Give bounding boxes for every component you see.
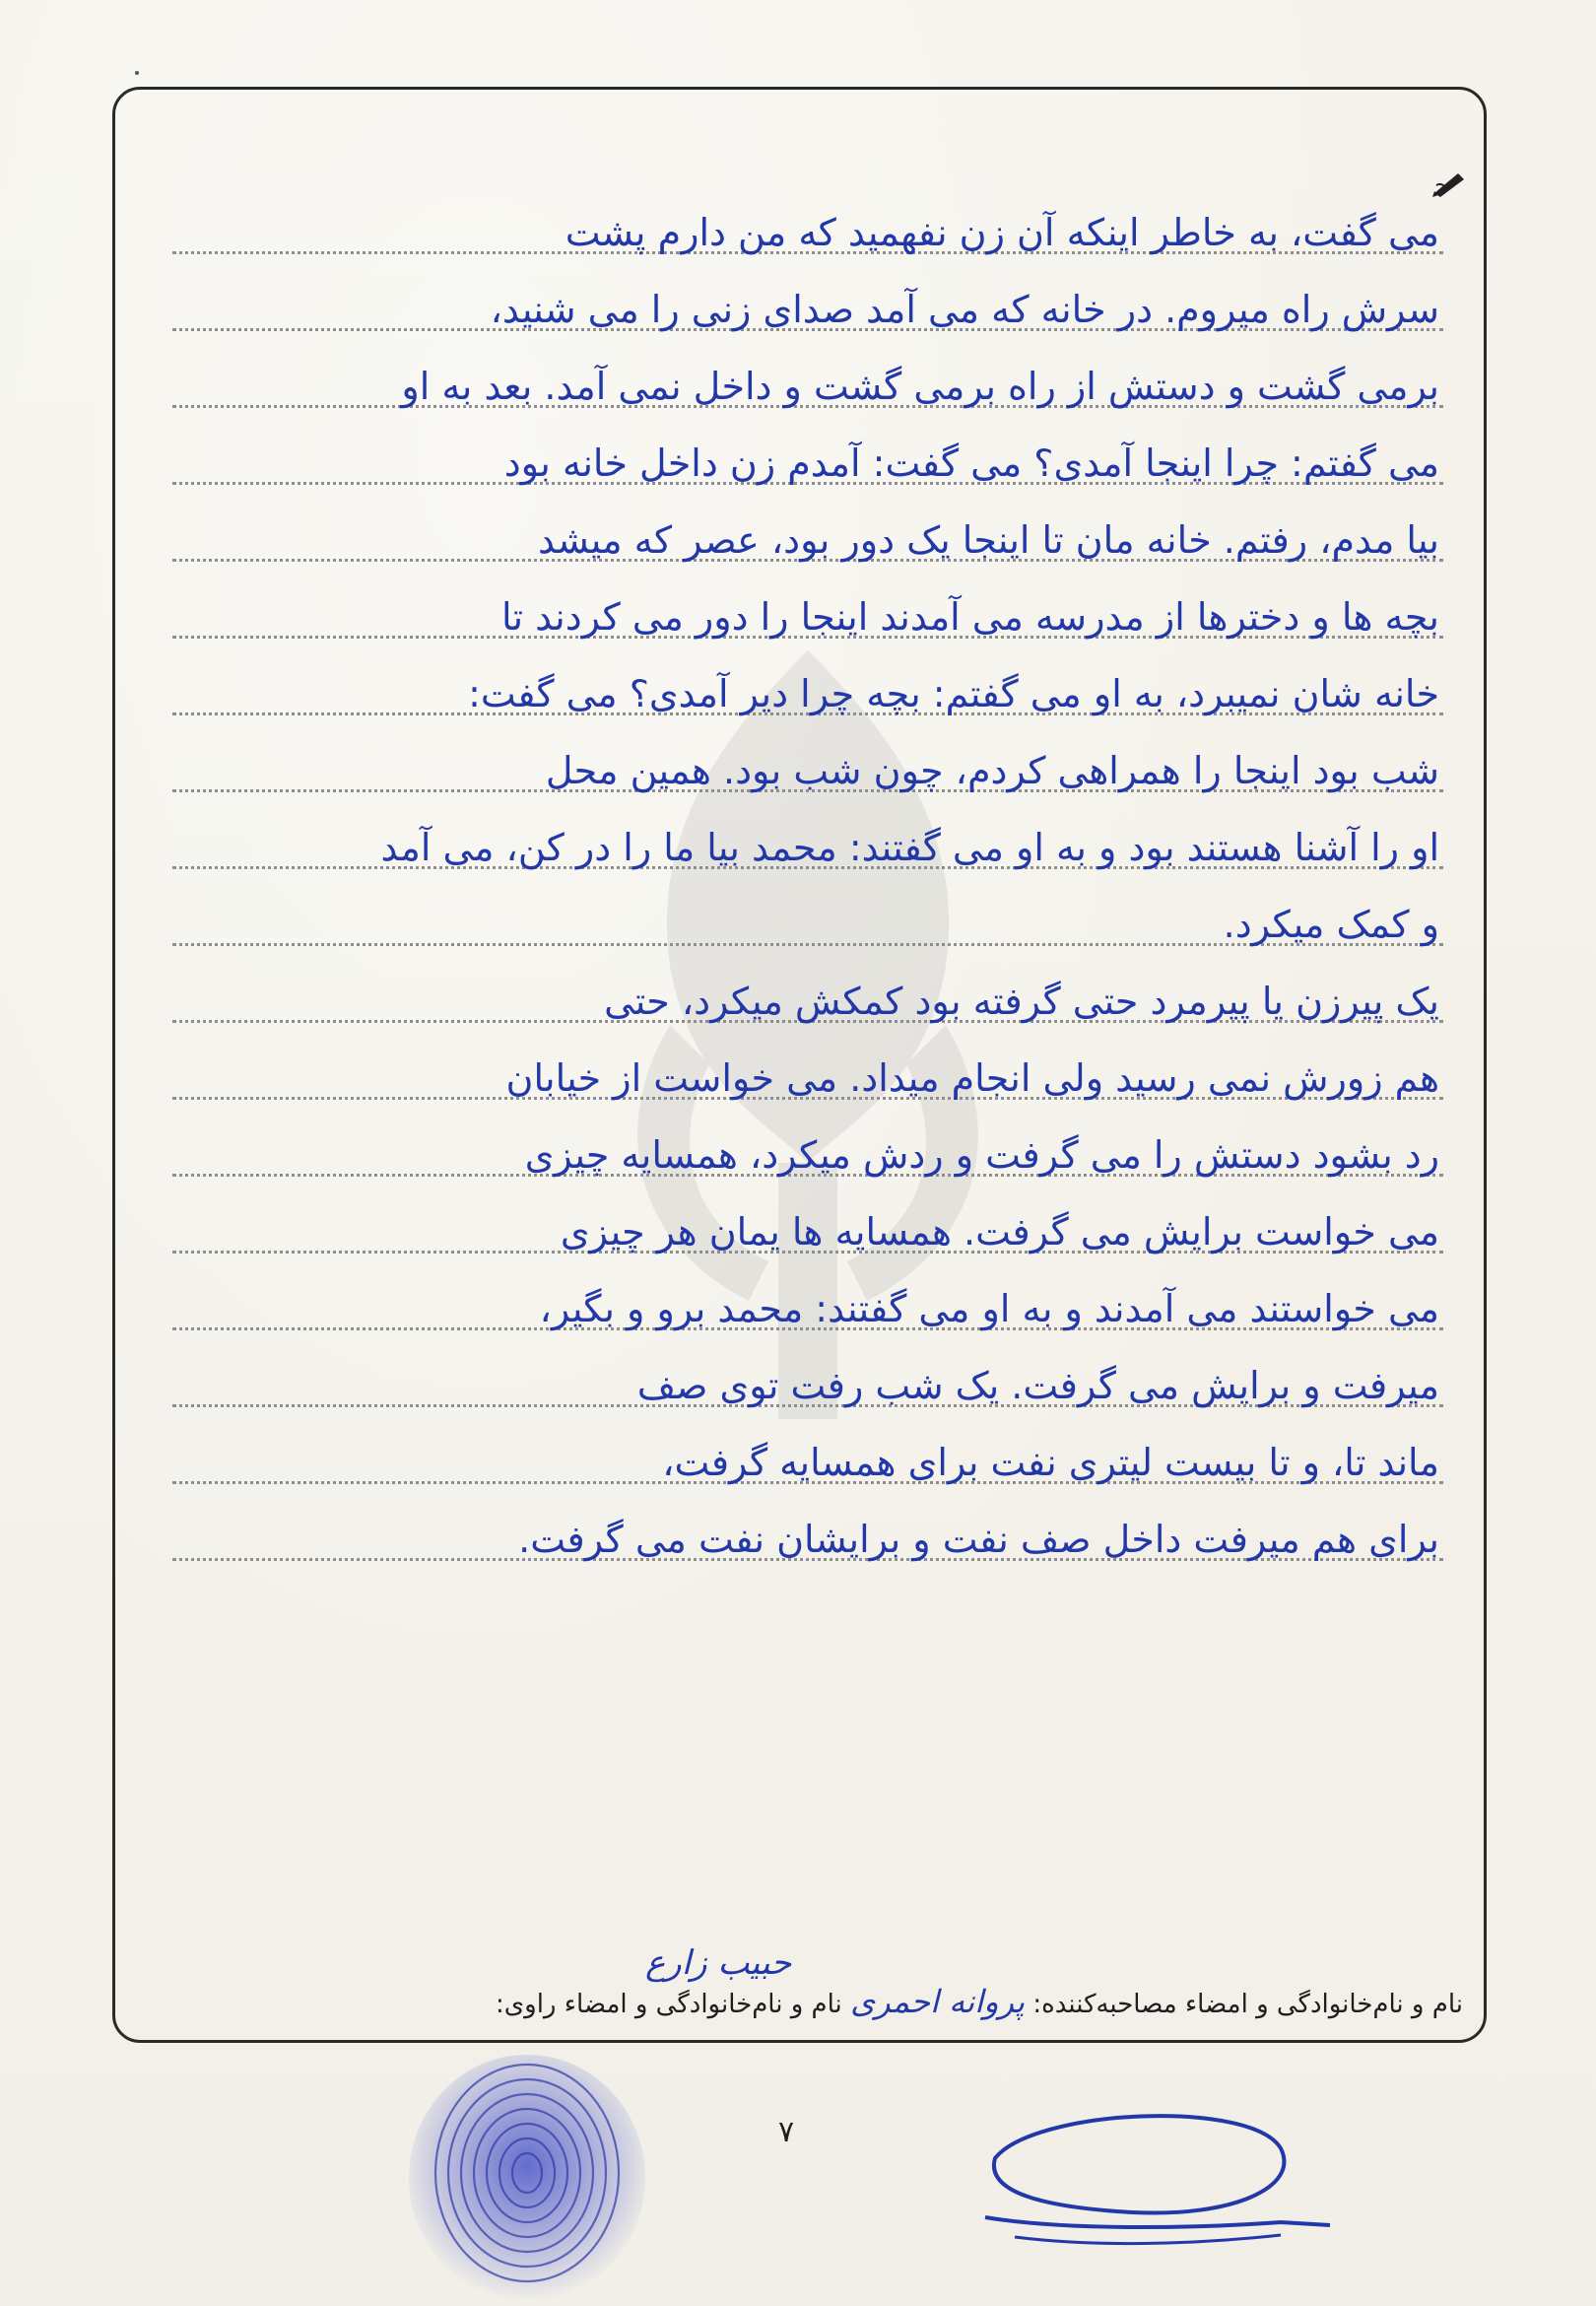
handwritten-line: می خواستند می آمدند و به او می گفتند: محمد برو و بگیر، (172, 1279, 1443, 1342)
handwritten-line: یک پیرزن یا پیرمرد حتی گرفته بود کمکش میکرد، حتی (172, 972, 1443, 1035)
handwritten-line: میرفت و برایش می گرفت. یک شب رفت توی صف (172, 1356, 1443, 1419)
signature-footer (496, 1983, 1463, 2020)
handwritten-line: می خواست برایش می گرفت. همسایه ها یمان هر چیزی (172, 1202, 1443, 1265)
handwritten-line: می گفتم: چرا اینجا آمدی؟ می گفت: آمدم زن داخل خانه بود (172, 434, 1443, 497)
narrator-label: نام و نام‌خانوادگی و امضاء راوی: (496, 1990, 842, 2019)
interviewer-label: نام و نام‌خانوادگی و امضاء مصاحبه‌کننده: (1032, 1990, 1463, 2019)
handwritten-line: برمی گشت و دستش از راه برمی گشت و داخل نمی آمد. بعد به او (172, 357, 1443, 420)
handwritten-line: خانه شان نمیبرد، به او می گفتم: بچه چرا دیر آمدی؟ می گفت: (172, 664, 1443, 727)
page-number: ۷ (778, 2115, 795, 2149)
handwritten-line: سرش راه میروم. در خانه که می آمد صدای زنی را می شنید، (172, 280, 1443, 343)
handwritten-line: و کمک میکرد. (172, 895, 1443, 958)
handwritten-line: بچه ها و دخترها از مدرسه می آمدند اینجا را دور می کردند تا (172, 587, 1443, 650)
handwritten-lines (112, 87, 1487, 2043)
fingerprint-stamp (379, 2050, 675, 2306)
narrator-handwritten-name: حبیب زارع (645, 1943, 792, 1983)
handwritten-line: رد بشود دستش را می گرفت و ردش میکرد، همسایه چیزی (172, 1125, 1443, 1188)
handwritten-line: شب بود اینجا را همراهی کردم، چون شب بود. همین محل (172, 741, 1443, 804)
handwritten-line: می گفت، به خاطر اینکه آن زن نفهمید که من دارم پشت (172, 203, 1443, 266)
narrator-signature (956, 2099, 1360, 2257)
handwritten-line: او را آشنا هستند بود و به او می گفتند: محمد بیا ما را در کن، می آمد (172, 818, 1443, 881)
handwritten-line: هم زورش نمی رسید ولی انجام میداد. می خواست از خیابان (172, 1049, 1443, 1112)
handwritten-line: بیا مدم، رفتم. خانه مان تا اینجا یک دور بود، عصر که میشد (172, 510, 1443, 574)
interviewer-signature: پروانه احمری (850, 1983, 1026, 2020)
handwritten-line: ماند تا، و تا بیست لیتری نفت برای همسایه گرفت، (172, 1433, 1443, 1496)
handwritten-line: برای هم میرفت داخل صف نفت و برایشان نفت می گرفت. (172, 1510, 1443, 1573)
stray-mark (135, 71, 139, 75)
